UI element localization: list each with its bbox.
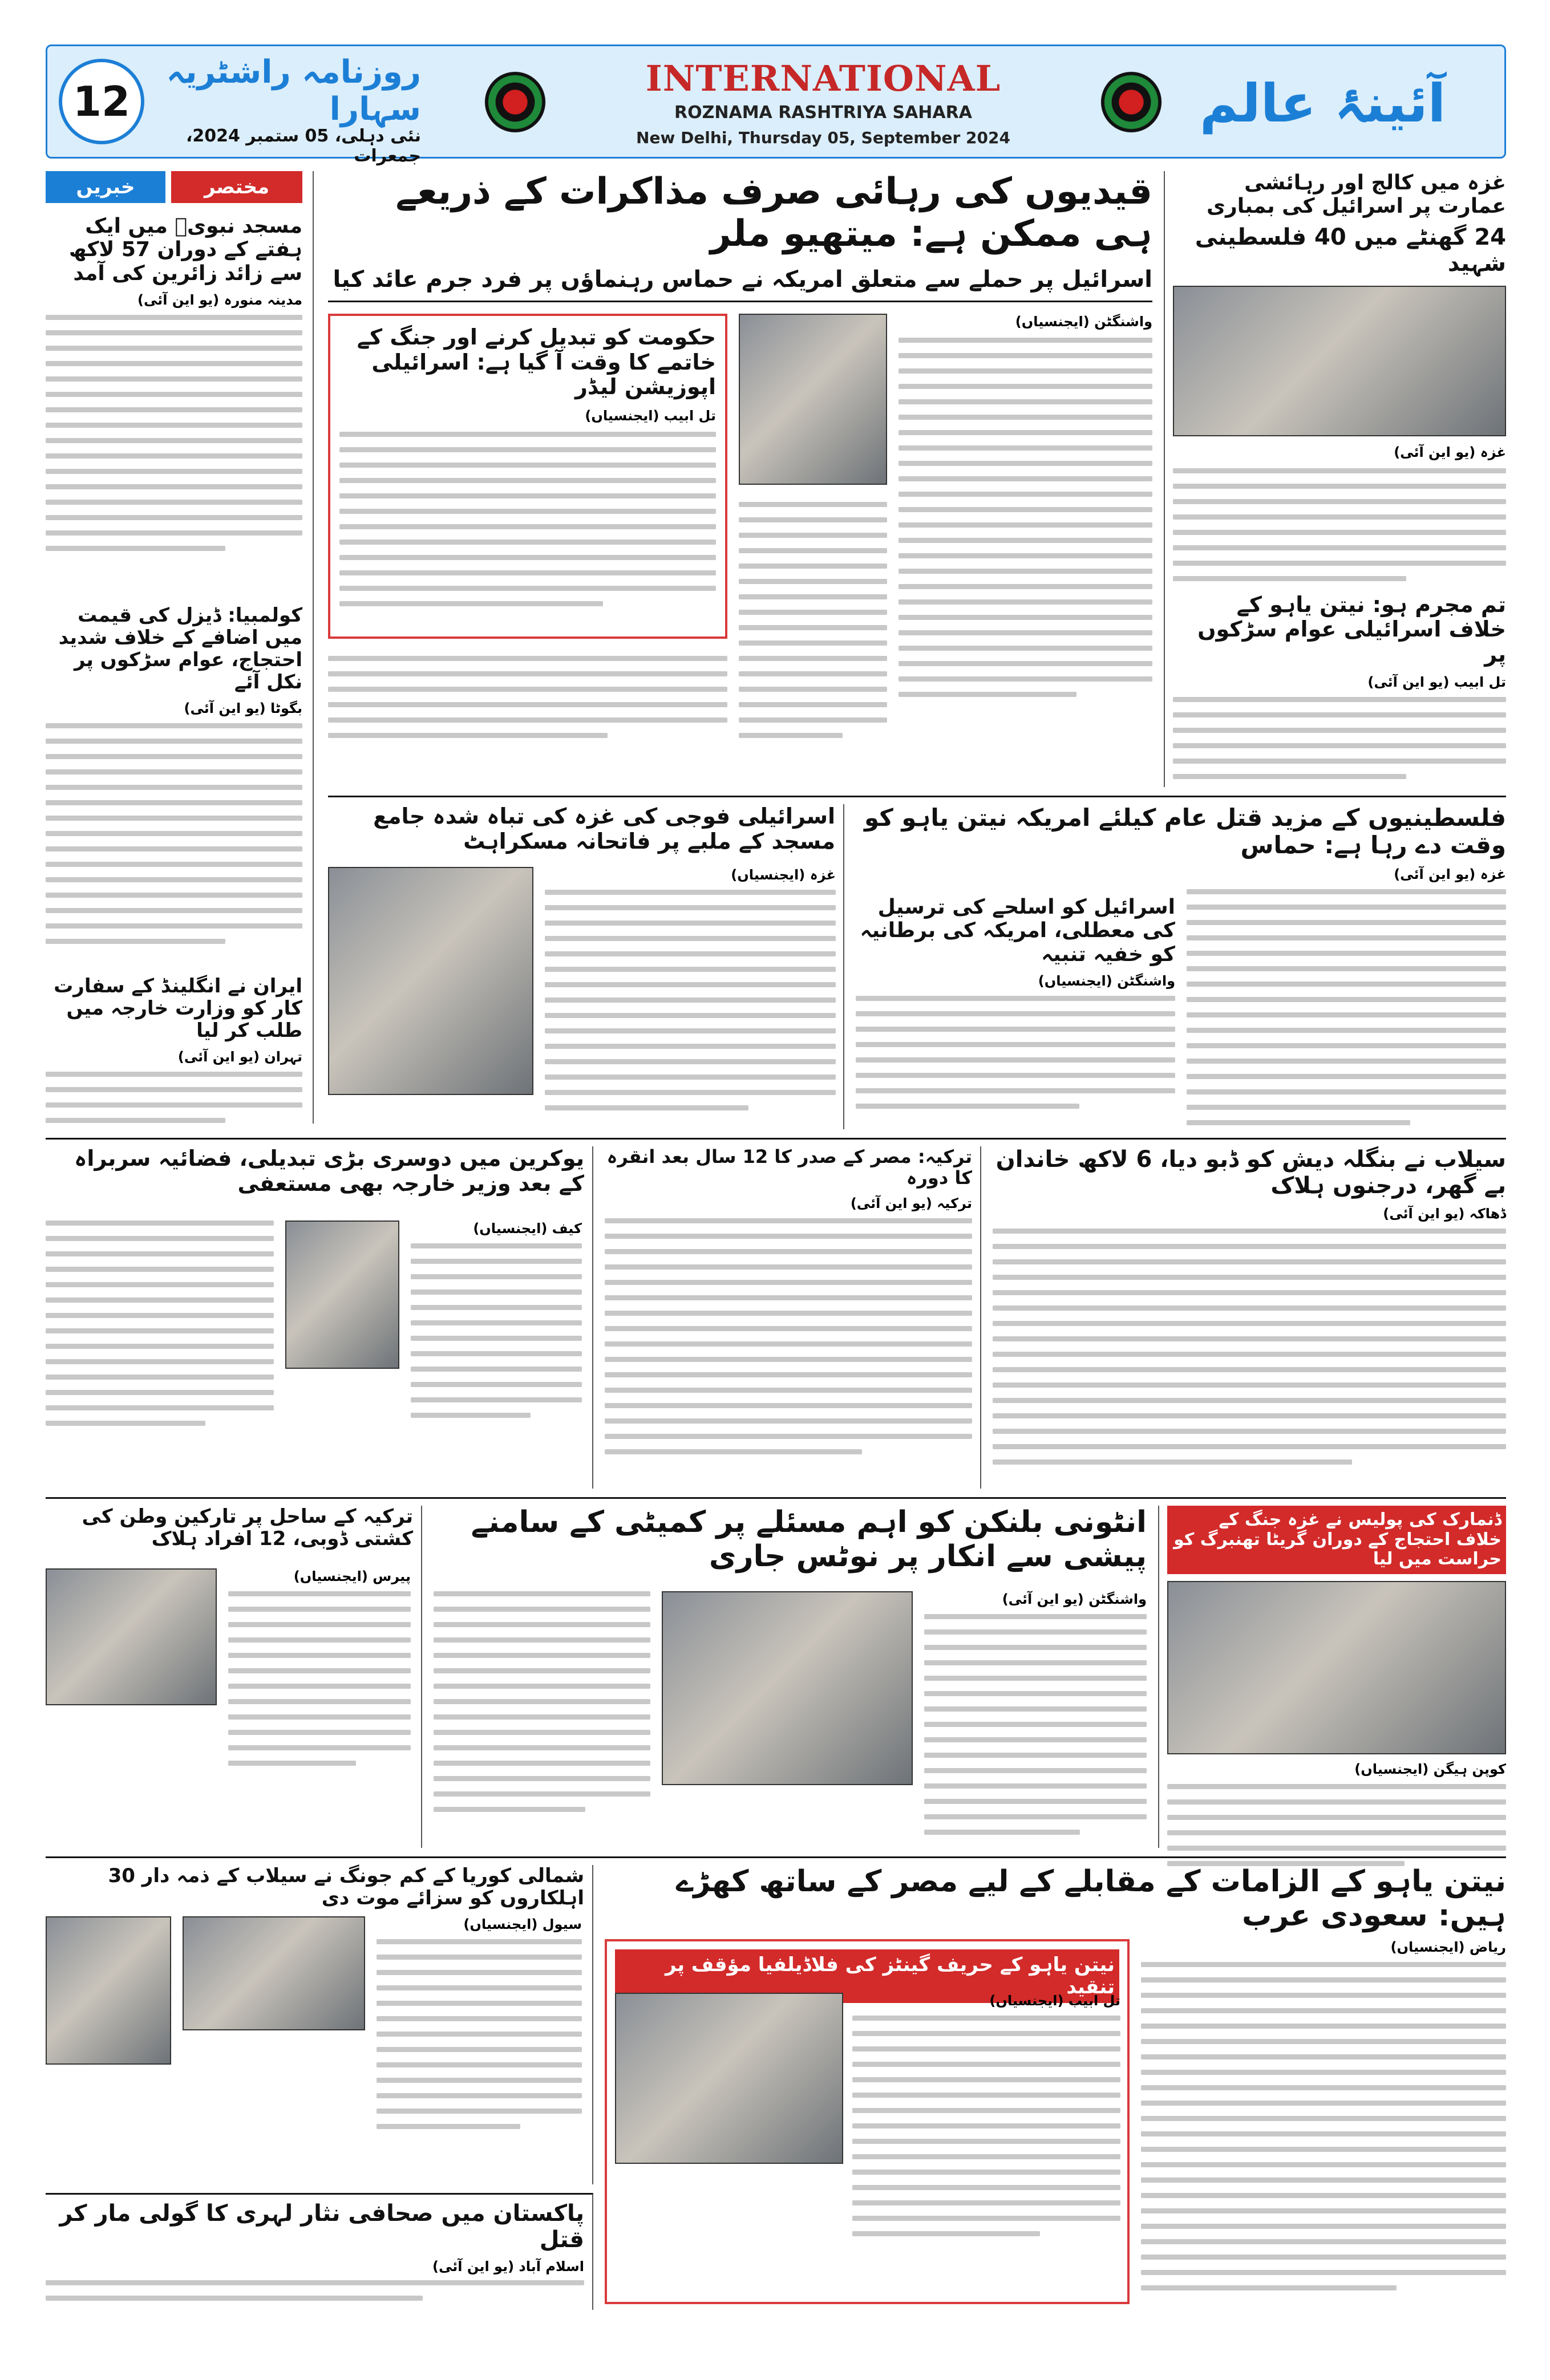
denmark-headline: ڈنمارک کی پولیس نے غزہ جنگ کے خلاف احتجاج کے دوران گریٹا تھنبرگ کو حراست میں لیا [1167, 1506, 1506, 1574]
korea-photo-1 [46, 1916, 171, 2065]
lead-headline: قیدیوں کی رہائی صرف مذاکرات کے ذریعے ہی ممکن ہے: میتھیو ملر [395, 171, 1152, 255]
sidebar-item [46, 214, 302, 551]
sidebar-item-body [46, 1072, 302, 1123]
page-number-badge [59, 59, 144, 144]
blinken-headline: انٹونی بلنکن کو اہم مسئلے پر کمیٹی کے سامنے پیشی سے انکار پر نوٹس جاری [471, 1505, 1147, 1574]
sidebar-item-body [46, 315, 302, 551]
gaza-second-headline: تم مجرم ہو: نیتن یاہو کے خلاف اسرائیلی عوام سڑکوں پر [1197, 591, 1506, 667]
pakistan-story [46, 2193, 593, 2310]
boat-story [46, 1506, 422, 1848]
sidebar [46, 171, 314, 1124]
blinken-photo [662, 1591, 913, 1785]
divider [46, 1138, 1506, 1140]
sidebar-tab-brief: مختصر [171, 171, 302, 203]
korea-headline: شمالی کوریا کے کم جونگ نے سیلاب کے ذمہ دار 30 اہلکاروں کو سزائے موت دی [108, 1864, 584, 1910]
turkey-dateline: ترکیہ (یو این آئی) [850, 1195, 972, 1211]
boat-headline: ترکیہ کے ساحل پر تارکین وطن کی کشتی ڈوبی، 12 افراد ہلاک [82, 1505, 413, 1551]
philadelphi-dateline: تل ابیب (ایجنسیاں) [989, 1993, 1120, 2009]
masthead [46, 44, 1506, 166]
saudi-dateline: ریاض (ایجنسیاں) [1390, 1939, 1506, 1955]
ukraine-dateline: کیف (ایجنسیاں) [473, 1221, 582, 1236]
logo-emblem-left [481, 68, 549, 136]
sidebar-item-dateline: تہران (یو این آئی) [177, 1049, 302, 1065]
hamas-headline: فلسطینیوں کے مزید قتل عام کیلئے امریکہ نیتن یاہو کو وقت دے رہا ہے: حماس [864, 804, 1506, 859]
mosque-dateline: غزہ (ایجنسیاں) [731, 867, 836, 883]
lead-inset-headline: حکومت کو تبدیل کرنے اور جنگ کے خاتمے کا وقت آ گیا ہے: اسرائیلی اپوزیشن لیڈر [357, 325, 716, 400]
gaza-photo [1173, 286, 1506, 436]
lead-story [328, 171, 1152, 787]
sahara-emblem-icon [1097, 68, 1165, 136]
turkey-headline: ترکیہ: مصر کے صدر کا 12 سال بعد انقرہ کا دورہ [606, 1146, 972, 1189]
flood-story [993, 1146, 1506, 1489]
ukraine-story [46, 1146, 593, 1489]
sidebar-item [46, 605, 302, 944]
denmark-story [1158, 1506, 1506, 1848]
sidebar-item-body [46, 723, 302, 944]
blinken-dateline: واشنگٹن (یو این آئی) [1002, 1591, 1147, 1607]
gaza-dateline: غزہ (یو این آئی) [1394, 444, 1506, 460]
lead-subheadline: اسرائیل پر حملے سے متعلق امریکہ نے حماس رہنماؤں پر فرد جرم عائد کیا [328, 266, 1152, 302]
hamas-dateline: غزہ (یو این آئی) [1394, 866, 1506, 882]
philadelphi-headline: نیتن یاہو کے حریف گینٹز کی فلاڈیلفیا مؤقف پر تنقید [615, 1949, 1119, 2003]
gaza-story [1164, 171, 1506, 787]
dateline-en: New Delhi, Thursday 05, September 2024 [636, 128, 1010, 147]
saudi-headline: نیتن یاہو کے الزامات کے مقابلے کے لیے مصر کے ساتھ کھڑے ہیں: سعودی عرب [675, 1864, 1506, 1933]
lead-inset-dateline: تل ابیب (ایجنسیاں) [585, 408, 716, 424]
saudi-story [605, 1865, 1506, 2310]
hamas-story [856, 804, 1506, 1129]
turkey-story [605, 1146, 981, 1489]
flood-dateline: ڈھاکہ (یو این آئی) [1383, 1206, 1506, 1222]
philadelphi-photo [615, 1993, 843, 2164]
mosque-story [328, 804, 844, 1129]
pakistan-headline: پاکستان میں صحافی نثار لہری کا گولی مار کر قتل [59, 2200, 584, 2253]
divider [46, 1497, 1506, 1499]
sidebar-tab-news: خبریں [46, 171, 165, 203]
mosque-headline: اسرائیلی فوجی کی غزہ کی تباہ شدہ جامع مسجد کے ملبے پر فاتحانہ مسکراہٹ [373, 804, 835, 854]
pakistan-dateline: اسلام آباد (یو این آئی) [432, 2259, 584, 2274]
masthead-center [595, 58, 1051, 155]
uk-headline: اسرائیل کو اسلحے کی ترسیل کی معطلی، امریکہ کی برطانیہ کو خفیہ تنبیہ [860, 895, 1175, 966]
logo-emblem-right [1097, 68, 1165, 136]
uk-dateline: واشنگٹن (ایجنسیاں) [1038, 973, 1175, 990]
section-title-urdu-box [1200, 58, 1496, 149]
ukraine-headline: یوکرین میں دوسری بڑی تبدیلی، فضائیہ سربراہ کے بعد وزیر خارجہ بھی مستعفی [74, 1146, 584, 1196]
korea-photo-2 [183, 1916, 365, 2030]
sidebar-item-dateline: مدینہ منورہ (یو این آئی) [137, 292, 302, 309]
korea-dateline: سیول (ایجنسیاں) [463, 1916, 582, 1932]
section-title-urdu: آئینۂ عالم [1200, 72, 1446, 134]
lead-inset-box [328, 314, 727, 639]
lead-photo [739, 314, 887, 485]
page-number: 12 [72, 78, 131, 125]
uk-story [856, 895, 1175, 1109]
flood-headline: سیلاب نے بنگلہ دیش کو ڈبو دیا، 6 لاکھ خاندان بے گھر، درجنوں ہلاک [995, 1146, 1506, 1199]
gaza-headline: غزہ میں کالج اور رہائشی عمارت پر اسرائیل کی بمباری [1207, 171, 1506, 218]
sidebar-item-dateline: بگوٹا (یو این آئی) [184, 700, 302, 717]
section-title-en: INTERNATIONAL [645, 58, 1001, 99]
sidebar-item-headline: ایران نے انگلینڈ کے سفارت کار کو وزارت خارجہ میں طلب کر لیا [54, 975, 302, 1043]
paper-name-en: ROZNAMA RASHTRIYA SAHARA [674, 103, 972, 123]
sidebar-item-headline: کولمبیا: ڈیزل کی قیمت میں اضافے کے خلاف شدید احتجاج، عوام سڑکوں پر نکل آئے [58, 604, 302, 694]
lead-body [899, 314, 1152, 697]
mosque-photo [328, 867, 533, 1095]
ukraine-photo [285, 1221, 399, 1369]
paper-logo [159, 54, 421, 128]
denmark-photo [1167, 1581, 1506, 1754]
philadelphi-box [605, 1939, 1130, 2304]
sahara-emblem-icon [481, 68, 549, 136]
lead-body-bottom [328, 656, 727, 738]
boat-dateline: پیرس (ایجنسیاں) [293, 1568, 411, 1584]
gaza-second-dateline: تل ابیب (یو این آئی) [1367, 674, 1506, 690]
denmark-dateline: کوپن ہیگن (ایجنسیاں) [1354, 1761, 1506, 1777]
boat-photo [46, 1568, 217, 1705]
divider [328, 796, 1506, 797]
sidebar-item-headline: مسجد نبویؐ میں ایک ہفتے کے دوران 57 لاکھ سے زائد زائرین کی آمد [68, 214, 302, 285]
sidebar-item [46, 975, 302, 1123]
gaza-subheadline: 24 گھنٹے میں 40 فلسطینی شہید [1195, 224, 1506, 277]
lead-dateline: واشنگٹن (ایجنسیاں) [1015, 314, 1152, 330]
divider [46, 1856, 1506, 1858]
lead-body-col2 [739, 502, 887, 738]
masthead-date-urdu: نئی دہلی، 05 ستمبر 2024، جمعرات [185, 126, 421, 166]
blinken-story [434, 1506, 1147, 1848]
korea-story [46, 1865, 593, 2184]
logo-text: روزنامہ راشٹریہ سہارا [166, 54, 421, 128]
